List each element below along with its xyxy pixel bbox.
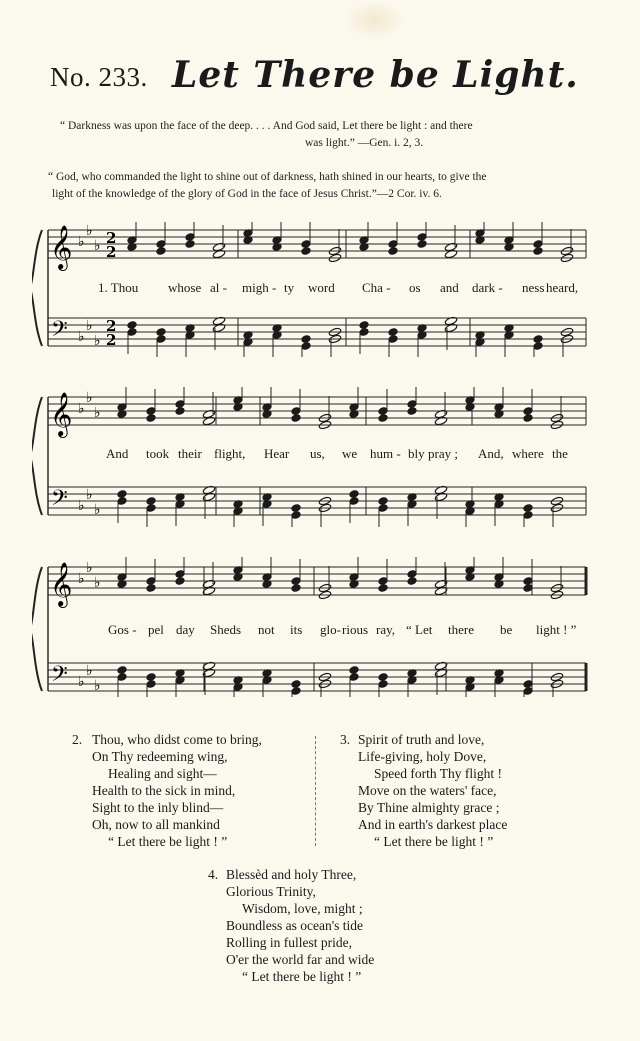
column-divider xyxy=(315,736,317,846)
lyric-syllable: ty xyxy=(284,280,295,295)
bass-note xyxy=(523,504,533,513)
treble-note xyxy=(291,414,301,423)
epigraph-2-line-1: “ God, who commanded the light to shine out of darkness, hath shined in our hearts, to give the xyxy=(48,171,487,183)
lyric-syllable: Cha - xyxy=(362,280,391,295)
lyric-syllable: ness xyxy=(522,280,545,295)
bass-note xyxy=(291,504,301,513)
lyric-syllable: bly xyxy=(408,446,425,461)
flat-sign: ♭ xyxy=(86,318,93,334)
music-system-3 xyxy=(32,557,592,697)
treble-note xyxy=(523,407,533,416)
time-signature: 2 xyxy=(106,229,117,247)
time-signature: 2 xyxy=(106,243,117,261)
lyric-syllable: ray, xyxy=(376,622,396,637)
bass-clef: 𝄢 xyxy=(51,317,68,347)
bass-note xyxy=(533,342,543,351)
lyric-syllable: its xyxy=(290,622,303,637)
bass-note xyxy=(359,328,369,337)
flat-sign: ♭ xyxy=(94,575,101,591)
bass-note xyxy=(301,335,311,344)
lyric-syllable: Gos - xyxy=(108,622,137,637)
bass-note xyxy=(156,335,166,344)
verse-line: Move on the waters' face, xyxy=(358,783,497,798)
verse-line: O'er the world far and wide xyxy=(226,952,375,967)
flat-sign: ♭ xyxy=(78,401,85,417)
verse-line: Boundless as ocean's tide xyxy=(226,918,364,933)
lyric-syllable: And, xyxy=(478,446,504,461)
treble-clef: 𝄞 xyxy=(50,562,73,606)
epigraph-1-line-1: “ Darkness was upon the face of the deep. . . . And God said, Let there be light : and there xyxy=(60,120,473,132)
treble-note xyxy=(291,577,301,586)
bass-note xyxy=(291,511,301,520)
time-signature: 2 xyxy=(106,331,117,349)
flat-sign: ♭ xyxy=(78,329,85,345)
verse-line: Healing and sight— xyxy=(108,766,217,781)
verse-line: “ Let there be light ! ” xyxy=(374,834,494,849)
verse-number: 4. xyxy=(208,867,219,882)
bass-note xyxy=(117,673,127,682)
treble-note xyxy=(388,240,398,249)
lyric-syllable: rious xyxy=(342,622,368,637)
lyric-syllable: not xyxy=(258,622,275,637)
verse-line: Thou, who didst come to bring, xyxy=(92,732,262,747)
treble-note xyxy=(175,400,185,409)
bass-note xyxy=(127,328,137,337)
lyric-syllable: glo- xyxy=(320,622,341,637)
flat-sign: ♭ xyxy=(78,571,85,587)
lyric-syllable: Sheds xyxy=(210,622,242,637)
verse-number: 3. xyxy=(340,732,351,747)
verse-line: Sight to the inly blind— xyxy=(92,800,224,815)
lyric-syllable: dark - xyxy=(472,280,503,295)
lyric-syllable: “ Let xyxy=(406,622,433,637)
treble-note xyxy=(175,570,185,579)
flat-sign: ♭ xyxy=(78,234,85,250)
brace xyxy=(32,567,42,691)
hymn-title: Let There be Light. xyxy=(172,54,579,96)
bass-clef: 𝄢 xyxy=(51,486,68,516)
bass-note xyxy=(349,490,359,499)
lyric-syllable: there xyxy=(448,622,474,637)
verse-line: On Thy redeeming wing, xyxy=(92,749,228,764)
bass-note xyxy=(301,342,311,351)
treble-note xyxy=(378,577,388,586)
verse-line: By Thine almighty grace ; xyxy=(358,800,500,815)
lyric-syllable: al - xyxy=(210,280,227,295)
treble-note xyxy=(378,584,388,593)
brace xyxy=(32,397,42,515)
lyric-syllable: Hear xyxy=(264,446,290,461)
flat-sign: ♭ xyxy=(86,487,93,503)
treble-note xyxy=(291,407,301,416)
treble-note xyxy=(407,400,417,409)
treble-note xyxy=(185,233,195,242)
verse-3 xyxy=(340,731,508,850)
bass-note xyxy=(349,673,359,682)
flat-sign: ♭ xyxy=(86,223,93,239)
bass-note xyxy=(349,497,359,506)
epigraph-2-line-2: light of the knowledge of the glory of God in the face of Jesus Christ.”—2 Cor. iv. 6. xyxy=(52,188,442,200)
treble-note xyxy=(388,247,398,256)
lyric-syllable: light ! ” xyxy=(536,622,577,637)
brace xyxy=(32,230,42,346)
treble-note xyxy=(378,414,388,423)
treble-clef: 𝄞 xyxy=(50,392,73,436)
bass-note xyxy=(378,680,388,689)
lyric-syllable: heard, xyxy=(546,280,579,295)
flat-sign: ♭ xyxy=(94,238,101,254)
bass-note xyxy=(117,497,127,506)
verse-2 xyxy=(72,731,262,850)
treble-note xyxy=(175,407,185,416)
treble-clef: 𝄞 xyxy=(50,225,73,269)
lyric-syllable: and xyxy=(440,280,459,295)
treble-note xyxy=(175,577,185,586)
bass-note xyxy=(146,497,156,506)
lyric-syllable: took xyxy=(146,446,170,461)
treble-note xyxy=(407,570,417,579)
bass-note xyxy=(146,680,156,689)
epigraph-2 xyxy=(48,169,590,203)
lyric-syllable: word xyxy=(308,280,335,295)
verse-line: Speed forth Thy flight ! xyxy=(374,766,502,781)
verse-line: Glorious Trinity, xyxy=(226,884,316,899)
bass-note xyxy=(117,490,127,499)
flat-sign: ♭ xyxy=(94,502,101,518)
verse-number: 2. xyxy=(72,732,83,747)
treble-note xyxy=(146,577,156,586)
treble-note xyxy=(301,240,311,249)
lyric-syllable: be xyxy=(500,622,513,637)
lyric-syllable: us, xyxy=(310,446,325,461)
bass-note xyxy=(388,335,398,344)
lyric-syllable: day xyxy=(176,622,195,637)
verse-line: Spirit of truth and love, xyxy=(358,732,485,747)
treble-note xyxy=(533,247,543,256)
treble-note xyxy=(291,584,301,593)
treble-note xyxy=(523,577,533,586)
lyric-syllable: hum - xyxy=(370,446,401,461)
lyric-syllable: their xyxy=(178,446,202,461)
verse-line: Life-giving, holy Dove, xyxy=(358,749,487,764)
bass-note xyxy=(533,335,543,344)
bass-note xyxy=(349,666,359,675)
verse-line: “ Let there be light ! ” xyxy=(242,969,362,984)
lyric-syllable: 1. Thou xyxy=(98,280,139,295)
verse-line: Health to the sick in mind, xyxy=(92,783,236,798)
flat-sign: ♭ xyxy=(78,674,85,690)
verse-line: Oh, now to all mankind xyxy=(92,817,220,832)
treble-note xyxy=(407,577,417,586)
flat-sign: ♭ xyxy=(94,333,101,349)
lyric-syllable: flight, xyxy=(214,446,246,461)
lyric-syllable: pel xyxy=(148,622,164,637)
bass-note xyxy=(378,497,388,506)
treble-note xyxy=(417,233,427,242)
treble-note xyxy=(146,407,156,416)
lyric-syllable: where xyxy=(512,446,544,461)
lyric-syllable: pray ; xyxy=(428,446,458,461)
flat-sign: ♭ xyxy=(86,663,93,679)
treble-note xyxy=(185,240,195,249)
flat-sign: ♭ xyxy=(86,390,93,406)
treble-note xyxy=(378,407,388,416)
treble-note xyxy=(156,247,166,256)
treble-note xyxy=(407,407,417,416)
flat-sign: ♭ xyxy=(78,498,85,514)
treble-note xyxy=(533,240,543,249)
bass-note xyxy=(378,673,388,682)
verse-line: “ Let there be light ! ” xyxy=(108,834,228,849)
bass-note xyxy=(127,321,137,330)
lyric-syllable: And xyxy=(106,446,129,461)
lyric-syllable: we xyxy=(342,446,358,461)
bass-note xyxy=(388,328,398,337)
epigraph-1-line-2: was light.” —Gen. i. 2, 3. xyxy=(305,137,424,149)
bass-note xyxy=(291,687,301,696)
flat-sign: ♭ xyxy=(94,405,101,421)
bass-note xyxy=(359,321,369,330)
hymn-number: No. 233. xyxy=(50,62,148,92)
treble-note xyxy=(146,414,156,423)
bass-note xyxy=(523,687,533,696)
music-system-1 xyxy=(32,222,592,357)
epigraph-1 xyxy=(60,118,580,152)
verse-4 xyxy=(208,866,375,985)
flat-sign: ♭ xyxy=(94,678,101,694)
lyric-syllable: migh - xyxy=(242,280,277,295)
bass-note xyxy=(523,680,533,689)
lyric-syllable: os xyxy=(409,280,421,295)
bass-clef: 𝄢 xyxy=(51,662,68,692)
bass-note xyxy=(146,673,156,682)
verse-line: And in earth's darkest place xyxy=(358,817,508,832)
lyric-syllable: the xyxy=(552,446,568,461)
lyric-syllable: whose xyxy=(168,280,202,295)
bass-note xyxy=(291,680,301,689)
verse-line: Blessèd and holy Three, xyxy=(226,867,357,882)
treble-note xyxy=(417,240,427,249)
treble-note xyxy=(523,584,533,593)
music-system-2 xyxy=(32,387,592,527)
bass-note xyxy=(117,666,127,675)
bass-note xyxy=(156,328,166,337)
bass-note xyxy=(523,511,533,520)
time-signature: 2 xyxy=(106,317,117,335)
treble-note xyxy=(146,584,156,593)
treble-note xyxy=(156,240,166,249)
bass-note xyxy=(146,504,156,513)
bass-note xyxy=(378,504,388,513)
paper-stain xyxy=(345,0,405,40)
verse-line: Wisdom, love, might ; xyxy=(242,901,363,916)
verse-line: Rolling in fullest pride, xyxy=(226,935,352,950)
treble-note xyxy=(523,414,533,423)
treble-note xyxy=(301,247,311,256)
flat-sign: ♭ xyxy=(86,560,93,576)
